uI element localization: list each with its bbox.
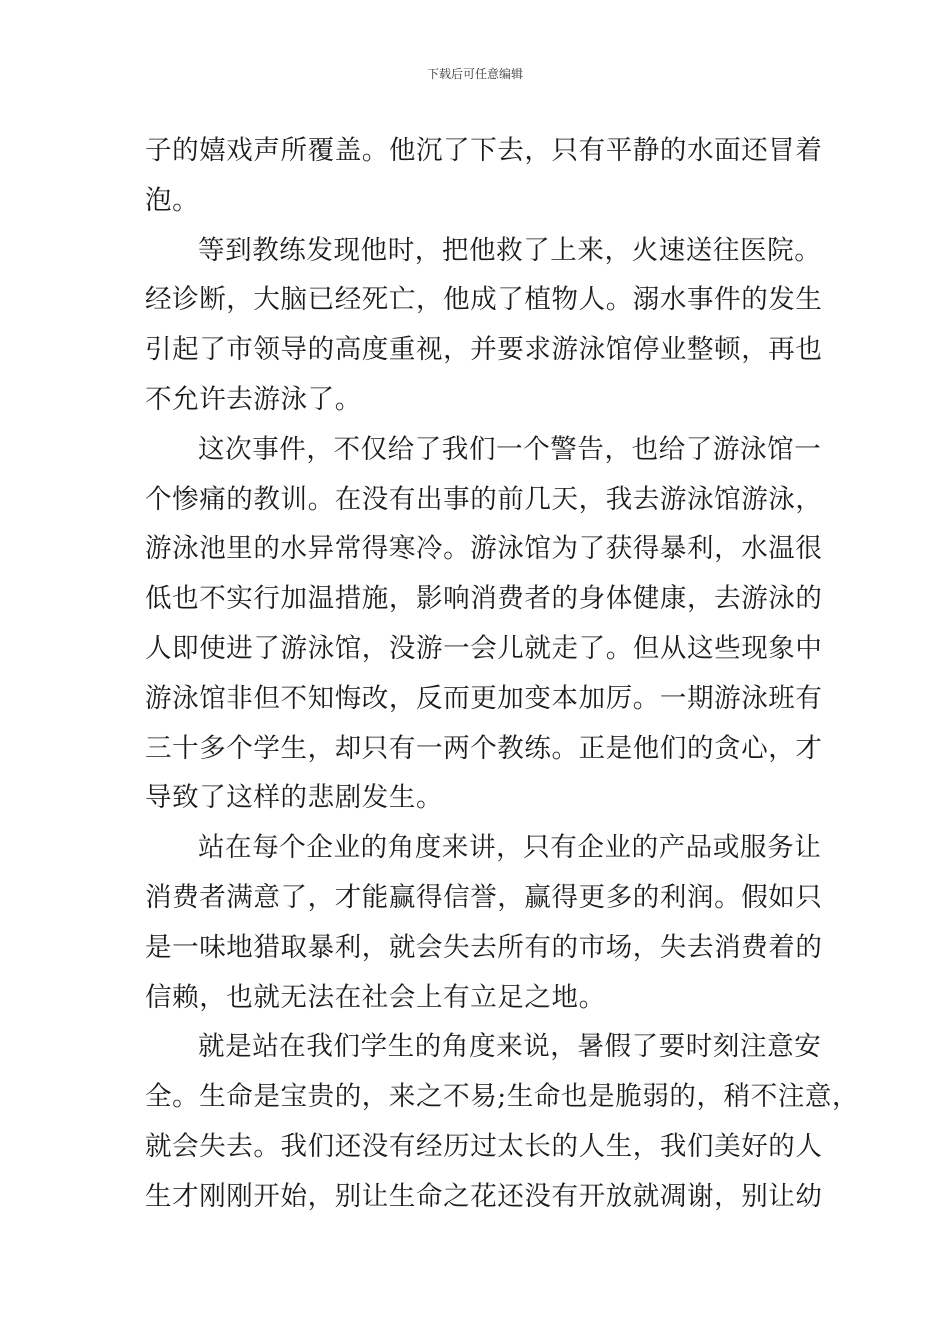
paragraph-4: [145, 823, 823, 1022]
text-line: 就是站在我们学生的角度来说，暑假了要时刻注意安: [198, 1031, 822, 1063]
text-line: 游泳馆非但不知悔改，反而更加变本加厉。一期游泳班有: [145, 682, 823, 714]
text-line: 游泳池里的水异常得寒冷。游泳馆为了获得暴利，水温很: [145, 533, 823, 565]
text-line: 不允许去游泳了。: [145, 383, 362, 415]
text-line: 是一味地猎取暴利，就会失去所有的市场，失去消费着的: [145, 931, 823, 963]
document-body: [145, 126, 860, 1222]
text-line: 经诊断，大脑已经死亡，他成了植物人。溺水事件的发生: [145, 284, 823, 316]
text-line: 个惨痛的教训。在没有出事的前几天，我去游泳馆游泳，: [145, 483, 823, 515]
text-line: 人即使进了游泳馆，没游一会儿就走了。但从这些现象中: [145, 632, 823, 664]
text-line: 导致了这样的悲剧发生。: [145, 782, 444, 814]
text-line: 全。生命是宝贵的，来之不易;生命也是脆弱的，稍不注意，: [145, 1081, 860, 1113]
paragraph-2: [145, 226, 823, 425]
text-line: 低也不实行加温措施，影响消费者的身体健康，去游泳的: [145, 583, 823, 615]
text-line: 等到教练发现他时，把他救了上来，火速送往医院。: [198, 234, 822, 266]
text-line: 三十多个学生，却只有一两个教练。正是他们的贪心，才: [145, 732, 823, 764]
text-line: 消费者满意了，才能赢得信誉，赢得更多的利润。假如只: [145, 881, 823, 913]
paragraph-1: [145, 126, 823, 226]
text-line: 生才刚刚开始，别让生命之花还没有开放就凋谢，别让幼: [145, 1180, 823, 1212]
text-line: 站在每个企业的角度来讲，只有企业的产品或服务让: [198, 832, 822, 864]
text-line: 子的嬉戏声所覆盖。他沉了下去，只有平静的水面还冒着: [145, 135, 823, 166]
paragraph-3: [145, 425, 823, 823]
text-line: 这次事件，不仅给了我们一个警告，也给了游泳馆一: [198, 433, 822, 465]
text-line: 引起了市领导的高度重视，并要求游泳馆停业整顿，再也: [145, 334, 823, 366]
text-line: 信赖，也就无法在社会上有立足之地。: [145, 981, 606, 1013]
paragraph-5: [145, 1022, 860, 1221]
page-header: 下载后可任意编辑: [426, 67, 523, 81]
text-line: 泡。: [145, 184, 200, 216]
text-line: 就会失去。我们还没有经历过太长的人生，我们美好的人: [145, 1130, 823, 1162]
